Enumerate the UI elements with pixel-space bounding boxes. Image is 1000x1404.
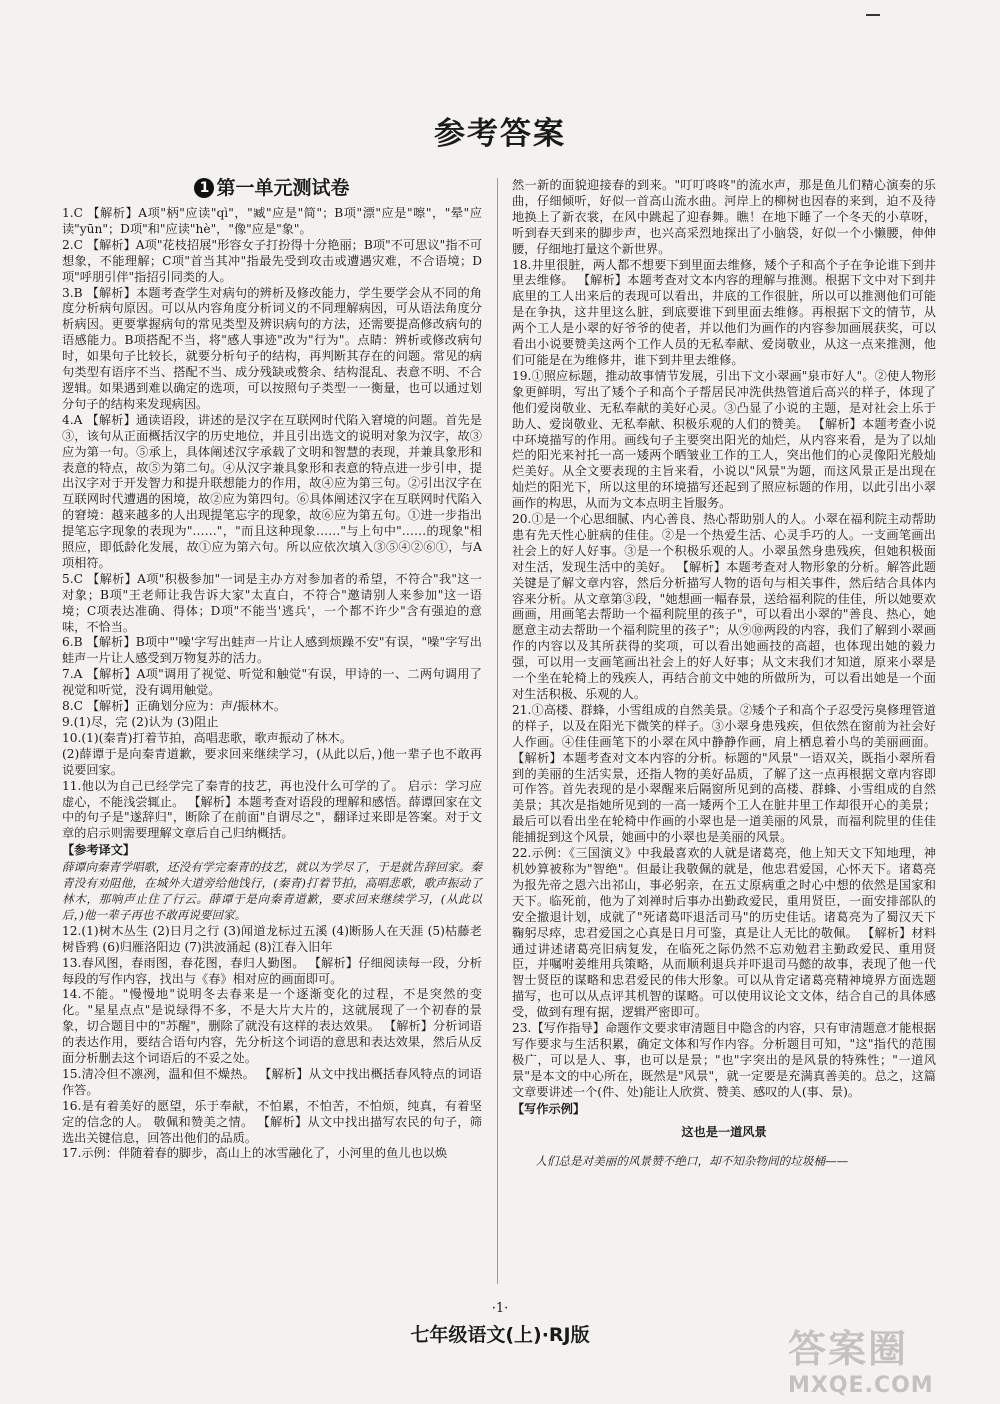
answer-item: 19.①照应标题，推动故事情节发展，引出下文小翠画"泉市好人"。②使人物形象更鲜明，写出了矮个子和高个子帮居民冲洗供热管道后高兴的样子，体现了他们爱岗敬业、无私奉献的美好心灵。③凸显了小说的主题，是对社会上乐于助人、爱岗敬业、无私奉献、积极乐观的人们的赞美。 【解析】本题考查小说中环境描写的作用。画线句子主要突出阳光的灿烂，从内容来看，是为了以灿烂的阳光来衬托一高一矮两个晒皱业工作的工人，突出他们的心灵像阳光般灿烂美好。从全文要表现的主旨来看，小说以"风景"为题，而这风景正是出现在灿烂的阳光下，所以这里的环境描写还起到了照应标题的作用，以此引出小翠画作的构思，从而为文本点明主旨服务。 xyxy=(512,368,936,511)
answer-item: 11.他以为自己已经学完了秦青的技艺，再也没什么可学的了。 启示：学习应虚心，不能浅尝辄止。 【解析】本题考查对语段的理解和感悟。薛谭回家在文中的句子是"遂辞归"，断除了在前面"自谓尽之"，翻译过来即是答案。对于文章的启示则需要理解文章后自己归纳概括。 xyxy=(62,778,482,841)
answer-item: 10.(1)(秦青)打着节拍，高唱悲歌，歌声振动了林木。 xyxy=(62,730,352,745)
page-title: 参考答案 xyxy=(434,116,566,152)
answer-item: 7.A 【解析】A项"调用了视觉、听觉和触觉"有误，甲诗的一、二两句调用了视觉和听觉，没有调用触觉。 xyxy=(62,667,482,698)
answer-item: 1.C 【解析】A项"柄"应读"qì"，"臧"应是"简"；B项"漂"应是"嚓"，"晕"应读"yūn"；D项"和"应读"hè"，"像"应是"象"。 xyxy=(62,206,482,236)
answer-item: 20.①是一个心思细腻、内心善良、热心帮助别人的人。小翠在福利院主动帮助患有先天性心脏病的佳佳。②是一个热爱生活、心灵手巧的人。一支画笔画出社会上的好人好事。③是一个积极乐观的人。小翠虽然身患残疾，但她积极面对生活，发现生活中的美好。 【解析】本题考查对人物形象的分析。解答此题关键是了解文章内容，然后分析描写人物的语句与相关事件，然后结合具体内容来分析。从文章第③段，"她想画一幅春景，送给福利院的佳佳，所以她要欢画画，用画笔去帮助一个福利院里的孩子"，可以看出小翠的"善良、热心，她愿意主动去帮助一个福利院里的孩子"；从⑨⑩两段的内容，我们了解到小翠画作的内容以及其所获得的奖项，可以看出她画技的高超，也体现出她的毅力强，可以用一支画笔画出社会上的好人好事；从文末我们才知道，原来小翠是一个坐在轮椅上的残疾人，再结合前文中她的所做所为，可以看出她是一个面对生活积极、乐观的人。 xyxy=(512,512,936,701)
answer-item: 8.C 【解析】正确划分应为：声/振林木。 xyxy=(62,699,286,714)
answer-item: 6.B 【解析】B项中"'噪'字写出蛙声一片让人感到烦躁不安"有误，"噪"字写出蛙声一片让人感受到万物复苏的活力。 xyxy=(62,635,482,666)
translation-text: 薛谭向秦青学唱歌，还没有学完秦青的技艺，就以为学尽了，于是就告辞回家。秦青没有劝阻他，在城外大道旁给他饯行，(秦青)打着节拍，高唱悲歌，歌声振动了林木，那响声止住了行云。薛谭于是向秦青道歉，要求回来继续学习，(从此以后，)他一辈子再也不敢再说要回家。 xyxy=(62,860,482,922)
answer-item: 然一新的面貌迎接春的到来。"叮叮咚咚"的流水声，那是鱼儿们精心演奏的乐曲，仔细倾听，好似一首高山流水曲。河岸上的柳树也因春的来到，迫不及待地换上了新衣裳，在风中跳起了迎春舞。瞧！在地下睡了一个冬天的小草呀，听到春天到来的脚步声，也兴高采烈地探出了小脑袋，好似一个小懒腰，伸伸腰，仔细地打量这个新世界。 xyxy=(512,178,936,256)
answer-item: 4.A 【解析】通读语段，讲述的是汉字在互联网时代陷入窘境的问题。首先是③，该句从正面概括汉字的历史地位，并且引出选文的说明对象为汉字，故③应为第一句。⑤承上，具体阐述汉字承载了文明和智慧的表现，并兼具象形和表意的特点，故⑤为第二句。④从汉字兼具象形和表意的特点进一步引申，提出汉字对于开发智力和提升联想能力的作用，故④应为第三句。②引出汉字在互联网时代遭遇的困境，故②应为第四句。⑥具体阐述汉字在互联网时代陷入的窘境：越来越多的人出现提笔忘字的现象，故⑥应为第五句。①进一步指出提笔忘字现象的表现为"……"，"而且这种现象……"与上句中"……的现象"相照应，即低龄化发展，故①应为第六句。所以应依次填入③⑤④②⑥①，与A项相符。 xyxy=(62,412,482,570)
watermark-logo xyxy=(788,1318,984,1398)
answer-item: 15.清冷但不凛冽，温和但不燥热。 【解析】从文中找出概括春风特点的词语作答。 xyxy=(62,1066,482,1097)
answer-item: 3.B 【解析】本题考查学生对病句的辨析及修改能力，学生要学会从不同的角度分析病句原因。可以从内容角度分析词义的不同理解病因，可从语法角度分析病因。更要掌握病句的常见类型及辨识病句的方法，还需要提高修改病句的语感能力。B项搭配不当，将"感人事迹"改为"行为"。点睛：辨析或修改病句时，如果句子比较长，就要分析句子的结构，再判断其存在的问题。常见的病句类型有语序不当、搭配不当、成分残缺或赘余、结构混乱、表意不明、不合逻辑。如果遇到难以确定的选项，可以按照句子类型一一衡量，也可以通过划分句子的结构来发现病因。 xyxy=(62,285,482,411)
footer-edition: 七年级语文(上)·RJ版 xyxy=(410,1324,590,1346)
watermark-text: 答案圈 xyxy=(788,1327,909,1371)
answer-item: 22.示例：《三国演义》中我最喜欢的人就是诸葛亮，他上知天文下知地理，神机妙算被称为"智绝"。但最让我敬佩的就是，他忠君爱国，心怀天下。诸葛亮为报先帝之恩六出祁山，事必躬亲，在五丈原病重之时心中想的依然是国家和天下。临死前，他为了刘禅时后事办出勤政爱民，重用贤臣，一面安排部队的安全撤退计划，成就了"死诸葛吓退活司马"的历史佳话。诸葛亮为了蜀汉天下鞠躬尽瘁，忠君爱国之心真是日月可鉴，真是让人无比的敬佩。 【解析】材料通过讲述诸葛亮旧病复发，在临死之际仍然不忘劝勉君主勤政爱民、重用贤臣，并嘱咐姜维用兵策略，从而顺利退兵并吓退司马懿的故事，表现了他一代智士贤臣的谋略和忠君爱民的伟大形象。可以从肯定诸葛亮精神境界方面选题描写，也可以从点评其机智的谋略。可以使用议论文文体，结合自己的具体感受，做到有理有据，逻辑严密即可。 xyxy=(512,846,936,1020)
watermark-url: MXQE.COM xyxy=(788,1373,934,1398)
answer-item: 12.(1)树木丛生 (2)日月之行 (3)闻道龙标过五溪 (4)断肠人在天涯 (5)枯藤老树昏鸦 (6)归雁洛阳边 (7)洪波涌起 (8)江春入旧年 xyxy=(62,923,482,954)
essay-first-line: 人们总是对美丽的风景赞不绝口，却不知杂物间的垃圾桶—— xyxy=(535,1153,849,1168)
column-divider xyxy=(497,178,498,1284)
corner-mark xyxy=(866,14,880,16)
answer-item: (2)薛谭于是向秦青道歉，要求回来继续学习，(从此以后，)他一辈子也不敢再说要回家。 xyxy=(62,746,482,777)
answer-item: 21.①高楼、群蜂，小雪组成的自然美景。②矮个子和高个子忍受污臭修理管道的样子，以及在阳光下微笑的样子。③小翠身患残疾，但依然在窗前为社会好人作画。④佳佳画笔下的小翠在风中静静作画，肩上栖息着小鸟的美丽画面。 【解析】本题考查对文本内容的分析。标题的"风景"一语双关，既指小翠所看到的美丽的生活实景，还指人物的美好品质，了解了这一点再根据文章内容即可作答。首先表现的是小翠醒来后隔窗所见到的高楼、群蜂、小雪组成的自然美景；其次是指她所见到的一高一矮两个工人在脏井里工作却很开心的美景；最后可以看出坐在轮椅中作画的小翠也是一道美丽的风景，而福利院里的佳佳能捕捉到这个风景，她画中的小翠也是美丽的风景。 xyxy=(512,702,936,845)
essay-title: 这也是一道风景 xyxy=(681,1125,767,1140)
writing-example-label: 【写作示例】 xyxy=(512,1101,586,1116)
answer-item: 17.示例：伴随着春的脚步，高山上的冰雪融化了，小河里的鱼儿也以焕 xyxy=(62,1146,448,1161)
translation-label: 【参考译文】 xyxy=(62,843,136,858)
answer-item: 5.C 【解析】A项"积极参加"一词是主办方对参加者的希望，不符合"我"这一对象；B项"王老师让我告诉大家"太直白，不符合"邀请别人来参加"这一语境；C项表达准确、得体；D项"不能当'逃兵'，一个都不许少"含有强迫的意味，不恰当。 xyxy=(62,571,482,634)
answer-item: 13.春风图，春雨图，春花图，春归人勤图。 【解析】仔细阅读每一段，分析每段的写作内容，找出与《春》相对应的画面即可。 xyxy=(62,955,482,986)
section-title-text: 第一单元测试卷 xyxy=(216,177,350,199)
answer-item: 9.(1)尽，完 (2)认为 (3)阻止 xyxy=(62,715,219,729)
answer-item: 23.【写作指导】命题作文要求审清题目中隐含的内容，只有审清题意才能根据写作要求与生活积累，确定文体和写作内容。分析题目可知，"这"指代的范围极广，可以是人、事，也可以是景；"也"字突出的是风景的特殊性；"一道风景"是本文的中心所在，既然是"风景"，就一定要是充满真善美的。总之，这篇文章要讲述一个(件、处)能让人欣赏、赞美、感叹的人(事、景)。 xyxy=(512,1021,936,1099)
section-title xyxy=(62,176,482,200)
answer-item: 14.不能。"慢慢地"说明冬去春来是一个逐渐变化的过程，不是突然的变化。"星星点点"是说绿得不多，不是大片大片的，这就展现了一个初春的景象，切合题目中的"苏醒"，删除了就没有这样的表达效果。 【解析】分析词语的表达作用，要结合语句内容，先分析这个词语的意思和表达效果，然后从反面分析删去这个词语后的不妥之处。 xyxy=(62,987,482,1066)
answer-item: 16.是有着美好的愿望，乐于奉献，不怕累，不怕苦，不怕烦，纯真，有着坚定的信念的人。 敬佩和赞美之情。 【解析】从文中找出描写农民的句子，筛选出关键信息，回答出他们的品质。 xyxy=(62,1098,482,1145)
left-column xyxy=(62,176,482,1162)
answer-item: 18.井里很脏，两人都不想要下到里面去维修，矮个子和高个子在争论谁下到井里去维修。 【解析】本题考查对文本内容的理解与推测。根据下文中对下到井底里的工人出来后的表现可以看出，井底的工作很脏，所以可以推测他们可能是在争执，这井里这么脏，到底要谁下到里面去维修。再根据下文的情节，从两个工人是小翠的好爷爷的使者，并以他们为画作的内容参加画展获奖，可以看出小说要赞美这两个工作人员的无私奉献、爱岗敬业，从这一点来推测，他们可能是在为维修井，谁下到井里去维修。 xyxy=(512,257,936,367)
page-number: ·1· xyxy=(491,1301,509,1316)
right-column xyxy=(512,178,936,1169)
answer-item: 2.C 【解析】A项"花枝招展"形容女子打扮得十分艳丽；B项"不可思议"指不可想象，不能理解；C项"首当其冲"指最先受到攻击或遭遇灾难，不合语境；D项"呼朋引伴"指招引同类的人。 xyxy=(62,237,482,284)
section-number-badge: 1 xyxy=(194,178,214,198)
